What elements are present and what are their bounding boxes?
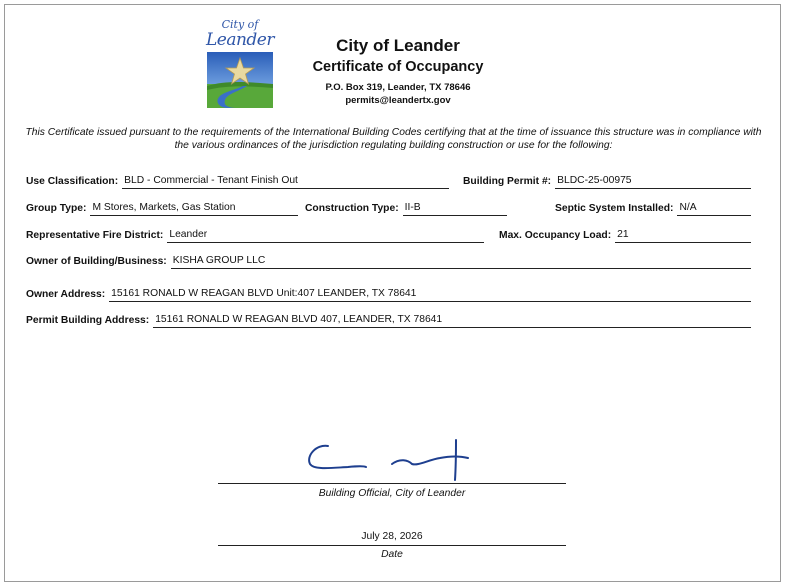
certificate-subtitle: Certificate of Occupancy bbox=[312, 59, 484, 75]
signature-line bbox=[218, 483, 566, 484]
logo-name-text: Leander bbox=[205, 30, 274, 50]
construction-type-field bbox=[305, 202, 507, 216]
permit-address-field bbox=[26, 314, 751, 328]
construction-type-value: II-B bbox=[403, 201, 507, 216]
building-permit-label: Building Permit #: bbox=[463, 176, 552, 187]
owner-address-value: 15161 RONALD W REAGAN BLVD Unit:407 LEANDER, TX 78641 bbox=[109, 287, 751, 302]
septic-system-field bbox=[555, 202, 751, 216]
use-classification-value: BLD - Commercial - Tenant Finish Out bbox=[122, 174, 449, 189]
permit-address-label: Permit Building Address: bbox=[26, 315, 150, 326]
signature-caption: Building Official, City of Leander bbox=[318, 488, 466, 499]
max-occupancy-field bbox=[499, 229, 751, 243]
certificate-statement: This Certificate issued pursuant to the requirements of the International Building Codes certifying that at the time of issuance this structure was in compliance with the various ordinances of the jurisdiction regulating building construction or use for the following: bbox=[25, 127, 762, 151]
max-occupancy-label: Max. Occupancy Load: bbox=[499, 230, 612, 241]
septic-system-value: N/A bbox=[677, 201, 751, 216]
owner-label: Owner of Building/Business: bbox=[26, 256, 167, 267]
issue-date: July 28, 2026 bbox=[361, 531, 423, 542]
date-caption: Date bbox=[381, 549, 403, 560]
use-classification-field bbox=[26, 175, 449, 189]
star-landscape-icon bbox=[207, 52, 273, 108]
po-box-address: P.O. Box 319, Leander, TX 78646 bbox=[325, 82, 471, 93]
fire-district-label: Representative Fire District: bbox=[26, 230, 164, 241]
permit-address-value: 15161 RONALD W REAGAN BLVD 407, LEANDER, TX 78641 bbox=[153, 313, 751, 328]
use-classification-label: Use Classification: bbox=[26, 176, 119, 187]
date-line bbox=[218, 545, 566, 546]
owner-field bbox=[26, 255, 751, 269]
group-type-field bbox=[26, 202, 298, 216]
group-type-label: Group Type: bbox=[26, 203, 87, 214]
fire-district-value: Leander bbox=[167, 228, 484, 243]
construction-type-label: Construction Type: bbox=[305, 203, 399, 214]
building-permit-field bbox=[463, 175, 751, 189]
building-permit-value: BLDC-25-00975 bbox=[555, 174, 751, 189]
owner-value: KISHA GROUP LLC bbox=[171, 254, 751, 269]
fire-district-field bbox=[26, 229, 484, 243]
page-title: City of Leander bbox=[336, 36, 460, 55]
owner-address-label: Owner Address: bbox=[26, 289, 106, 300]
owner-address-field bbox=[26, 288, 751, 302]
logo-city-text: City of bbox=[221, 18, 259, 31]
septic-system-label: Septic System Installed: bbox=[555, 203, 674, 214]
handwritten-signature bbox=[300, 434, 490, 482]
group-type-value: M Stores, Markets, Gas Station bbox=[90, 201, 298, 216]
max-occupancy-value: 21 bbox=[615, 228, 751, 243]
city-logo bbox=[205, 16, 275, 116]
permits-email: permits@leandertx.gov bbox=[345, 95, 451, 106]
